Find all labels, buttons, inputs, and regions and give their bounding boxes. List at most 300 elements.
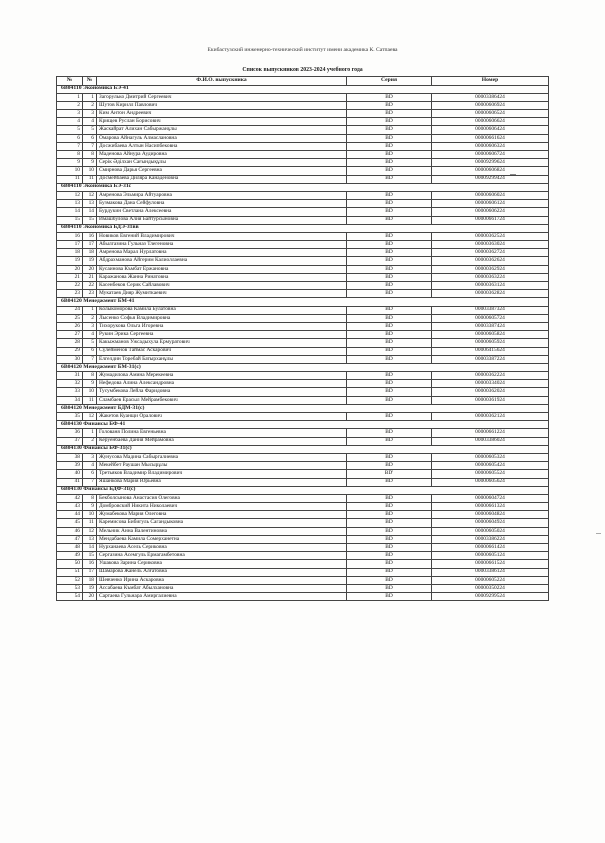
row-diploma-number: 00003386424 — [432, 93, 549, 101]
row-global-number: 19 — [57, 257, 83, 265]
row-global-number: 47 — [57, 535, 83, 543]
row-full-name: Амренова Эльмира Айтуаровна — [97, 191, 347, 199]
group-label: 6В04130 Финансы БФ-41 — [57, 421, 549, 429]
row-group-number: 19 — [83, 257, 97, 265]
row-diploma-number: 00000362724 — [432, 249, 549, 257]
row-full-name: Нефедова Алина Александровна — [97, 380, 347, 388]
table-row — [57, 290, 549, 298]
group-section-row — [57, 224, 549, 232]
col-series: Серия — [347, 77, 432, 86]
row-series: BD — [347, 380, 432, 388]
table-row — [57, 232, 549, 240]
row-group-number: 7 — [83, 478, 97, 486]
row-diploma-number: 00000606724 — [432, 151, 549, 159]
row-group-number: 9 — [83, 159, 97, 167]
group-section-row — [57, 445, 549, 453]
row-full-name: Жунусова Мадина Сабыргалиевна — [97, 453, 347, 461]
row-diploma-number: 00000661224 — [432, 429, 549, 437]
row-group-number: 1 — [83, 306, 97, 314]
row-series: BD — [347, 151, 432, 159]
row-global-number: 22 — [57, 282, 83, 290]
row-global-number: 31 — [57, 372, 83, 380]
table-header-row — [57, 77, 549, 86]
row-group-number: 18 — [83, 576, 97, 584]
table-row — [57, 151, 549, 159]
row-group-number: 2 — [83, 101, 97, 109]
row-diploma-number: 00000350224 — [432, 584, 549, 592]
row-global-number: 15 — [57, 216, 83, 224]
row-full-name: Каражанова Жанна Ринатовна — [97, 273, 347, 281]
row-global-number: 44 — [57, 511, 83, 519]
row-group-number: 21 — [83, 273, 97, 281]
row-global-number: 24 — [57, 306, 83, 314]
row-group-number: 6 — [83, 347, 97, 355]
group-section-row — [57, 85, 549, 93]
table-row — [57, 118, 549, 126]
row-global-number: 53 — [57, 584, 83, 592]
group-label: 6В04110 Экономика БЭ-41 — [57, 85, 549, 93]
row-global-number: 8 — [57, 151, 83, 159]
table-row — [57, 159, 549, 167]
row-full-name: Досмейбаева Диляра Канаденовна — [97, 175, 347, 183]
row-global-number: 2 — [57, 101, 83, 109]
table-row — [57, 200, 549, 208]
row-group-number: 15 — [83, 552, 97, 560]
row-series: BD — [347, 216, 432, 224]
row-full-name: Какыжманов Ужсадыхула Ермуратович — [97, 339, 347, 347]
table-row — [57, 347, 549, 355]
table-row — [57, 429, 549, 437]
row-diploma-number: 00000362524 — [432, 232, 549, 240]
row-global-number: 40 — [57, 470, 83, 478]
row-group-number: 14 — [83, 208, 97, 216]
row-full-name: Ким Антон Андреевич — [97, 110, 347, 118]
table-row — [57, 552, 549, 560]
row-series: BD — [347, 93, 432, 101]
group-label: 6В04120 Менеджмент БМ-41 — [57, 298, 549, 306]
table-row — [57, 339, 549, 347]
row-series: BD — [347, 249, 432, 257]
row-series: BD — [347, 560, 432, 568]
row-global-number: 42 — [57, 494, 83, 502]
row-group-number: 10 — [83, 388, 97, 396]
row-global-number: 29 — [57, 347, 83, 355]
col-global-number: № — [57, 77, 83, 86]
graduates-table — [56, 76, 549, 601]
row-series: BD — [347, 453, 432, 461]
row-group-number: 9 — [83, 503, 97, 511]
row-full-name: Мельник Анна Валентиновна — [97, 527, 347, 535]
row-diploma-number: 00000334024 — [432, 380, 549, 388]
row-series: BD — [347, 191, 432, 199]
row-group-number: 11 — [83, 396, 97, 404]
row-series: BD — [347, 282, 432, 290]
row-diploma-number: 00000661524 — [432, 560, 549, 568]
group-section-row — [57, 298, 549, 306]
row-full-name: Жумабекова Мария Олеговна — [97, 511, 347, 519]
table-row — [57, 584, 549, 592]
row-full-name: Третьяков Владимир Владимирович — [97, 470, 347, 478]
row-series: BD — [347, 437, 432, 445]
row-series: BD — [347, 568, 432, 576]
row-diploma-number: 00000362924 — [432, 265, 549, 273]
table-row — [57, 265, 549, 273]
row-global-number: 28 — [57, 339, 83, 347]
row-diploma-number: 00000605724 — [432, 314, 549, 322]
row-global-number: 4 — [57, 118, 83, 126]
table-row — [57, 134, 549, 142]
row-series: BD — [347, 372, 432, 380]
table-row — [57, 241, 549, 249]
row-diploma-number: 00000605524 — [432, 470, 549, 478]
row-series: BD — [347, 257, 432, 265]
table-row — [57, 519, 549, 527]
row-full-name: Голованя Полина Евгеньевна — [97, 429, 347, 437]
row-full-name: Абылгазина Гульназ Тлегеновна — [97, 241, 347, 249]
table-row — [57, 322, 549, 330]
table-row — [57, 355, 549, 363]
row-global-number: 13 — [57, 200, 83, 208]
group-section-row — [57, 363, 549, 371]
row-series: BD — [347, 339, 432, 347]
row-diploma-number: 00000361924 — [432, 396, 549, 404]
col-group-number: № — [83, 77, 97, 86]
table-row — [57, 191, 549, 199]
row-full-name: Яшанкова Мария Юрьевна — [97, 478, 347, 486]
row-diploma-number: 00009299524 — [432, 593, 549, 601]
row-full-name: Домбровский Никита Николаевич — [97, 503, 347, 511]
row-full-name: Жаскайрат Алихан Сабыржанұлы — [97, 126, 347, 134]
row-global-number: 1 — [57, 93, 83, 101]
table-row — [57, 142, 549, 150]
row-series: BD — [347, 593, 432, 601]
row-series: BD — [347, 494, 432, 502]
table-row — [57, 527, 549, 535]
row-series: BD — [347, 331, 432, 339]
row-series: BD — [347, 527, 432, 535]
col-full-name: Ф.И.О. выпускника — [97, 77, 347, 86]
row-series: BD — [347, 503, 432, 511]
table-row — [57, 544, 549, 552]
row-global-number: 37 — [57, 437, 83, 445]
table-row — [57, 110, 549, 118]
row-global-number: 16 — [57, 232, 83, 240]
row-group-number: 2 — [83, 314, 97, 322]
row-diploma-number: 00000606324 — [432, 142, 549, 150]
row-group-number: 4 — [83, 118, 97, 126]
row-group-number: 19 — [83, 584, 97, 592]
row-group-number: 16 — [83, 232, 97, 240]
row-diploma-number: 00000606024 — [432, 191, 549, 199]
table-row — [57, 413, 549, 421]
row-group-number: 10 — [83, 167, 97, 175]
table-row — [57, 568, 549, 576]
row-group-number: 23 — [83, 290, 97, 298]
row-group-number: 2 — [83, 437, 97, 445]
row-diploma-number: 00003387424 — [432, 322, 549, 330]
table-row — [57, 372, 549, 380]
table-row — [57, 208, 549, 216]
row-diploma-number: 00000606124 — [432, 200, 549, 208]
row-series: BD — [347, 273, 432, 281]
row-group-number: 17 — [83, 568, 97, 576]
row-global-number: 38 — [57, 453, 83, 461]
row-full-name: Загорулько Дмитрий Сергеевич — [97, 93, 347, 101]
row-group-number: 20 — [83, 593, 97, 601]
row-group-number: 1 — [83, 429, 97, 437]
row-group-number: 3 — [83, 453, 97, 461]
row-diploma-number: 00000604924 — [432, 519, 549, 527]
row-full-name: Сүлейменов Таймас Аскарович — [97, 347, 347, 355]
row-group-number: 13 — [83, 200, 97, 208]
row-full-name: Жакетов Куанщи Оралович — [97, 413, 347, 421]
row-series: BD — [347, 576, 432, 584]
row-group-number: 8 — [83, 151, 97, 159]
row-global-number: 30 — [57, 355, 83, 363]
row-global-number: 14 — [57, 208, 83, 216]
table-row — [57, 273, 549, 281]
row-series: BD — [347, 142, 432, 150]
row-global-number: 48 — [57, 544, 83, 552]
row-full-name: Кусаинова Къмбат Ержановна — [97, 265, 347, 273]
row-full-name: Досжибаева Алтын Насипбековна — [97, 142, 347, 150]
table-row — [57, 175, 549, 183]
scan-mark — [510, 174, 516, 175]
row-diploma-number: 00000606424 — [432, 126, 549, 134]
row-global-number: 17 — [57, 241, 83, 249]
row-full-name: Шутов Кирилл Павлович — [97, 101, 347, 109]
row-global-number: 3 — [57, 110, 83, 118]
row-series: BD — [347, 552, 432, 560]
row-series: BD — [347, 535, 432, 543]
row-full-name: Керуенбаева Дания Мейрамовна — [97, 437, 347, 445]
row-global-number: 34 — [57, 396, 83, 404]
row-series: BD' — [347, 470, 432, 478]
row-diploma-number: 00000661624 — [432, 134, 549, 142]
table-row — [57, 396, 549, 404]
row-global-number: 12 — [57, 191, 83, 199]
row-group-number: 11 — [83, 175, 97, 183]
table-row — [57, 380, 549, 388]
row-group-number: 8 — [83, 372, 97, 380]
group-label: 6В04130 Финансы БФ-31(с) — [57, 445, 549, 453]
row-global-number: 23 — [57, 290, 83, 298]
row-series: BD — [347, 306, 432, 314]
row-series: BD — [347, 413, 432, 421]
row-full-name: Жумадилова Амина Мерекеевна — [97, 372, 347, 380]
row-diploma-number: 00000605224 — [432, 576, 549, 584]
document-title: Список выпускников 2023-2024 учебного года — [242, 67, 363, 73]
row-group-number: 12 — [83, 527, 97, 535]
row-group-number: 13 — [83, 535, 97, 543]
row-group-number: 9 — [83, 380, 97, 388]
row-global-number: 39 — [57, 462, 83, 470]
row-global-number: 11 — [57, 175, 83, 183]
row-group-number: 7 — [83, 355, 97, 363]
row-diploma-number: 00000661424 — [432, 544, 549, 552]
table-row — [57, 306, 549, 314]
row-full-name: Бузмакова Дана Сейфуловна — [97, 200, 347, 208]
row-full-name: Сартаева Гульнара Амиргалиевна — [97, 593, 347, 601]
row-global-number: 27 — [57, 331, 83, 339]
row-group-number: 18 — [83, 249, 97, 257]
row-diploma-number: 00000605624 — [432, 478, 549, 486]
row-diploma-number: 00000606224 — [432, 208, 549, 216]
row-diploma-number: 00000605424 — [432, 462, 549, 470]
row-diploma-number: 00000362224 — [432, 372, 549, 380]
row-global-number: 26 — [57, 322, 83, 330]
group-label: 6В04130 Финансы БДФ-31(с) — [57, 486, 549, 494]
row-series: BD — [347, 314, 432, 322]
row-series: BD — [347, 355, 432, 363]
table-row — [57, 462, 549, 470]
col-number: Номер — [432, 77, 549, 86]
row-full-name: Тихорукова Ольга Игоревна — [97, 322, 347, 330]
row-global-number: 46 — [57, 527, 83, 535]
group-section-row — [57, 183, 549, 191]
row-series: BD — [347, 322, 432, 330]
row-group-number: 7 — [83, 142, 97, 150]
row-group-number: 4 — [83, 331, 97, 339]
group-label: 6В04120 Менеджмент БМ-31(с) — [57, 363, 549, 371]
row-full-name: Елгелдин Торебай Батырханұлы — [97, 355, 347, 363]
row-global-number: 50 — [57, 560, 83, 568]
row-global-number: 36 — [57, 429, 83, 437]
table-row — [57, 478, 549, 486]
row-full-name: Ассабаева Къмбат Абылхановна — [97, 584, 347, 592]
row-diploma-number: 00000362624 — [432, 257, 549, 265]
row-diploma-number: 00000362124 — [432, 413, 549, 421]
table-row — [57, 470, 549, 478]
row-diploma-number: 00003386124 — [432, 568, 549, 576]
row-global-number: 5 — [57, 126, 83, 134]
row-diploma-number: 00006415624 — [432, 347, 549, 355]
row-diploma-number: 00000604824 — [432, 511, 549, 519]
row-global-number: 54 — [57, 593, 83, 601]
row-group-number: 10 — [83, 511, 97, 519]
row-diploma-number: 00000661324 — [432, 503, 549, 511]
row-series: BD — [347, 134, 432, 142]
row-group-number: 3 — [83, 322, 97, 330]
row-global-number: 51 — [57, 568, 83, 576]
row-diploma-number: 00000661724 — [432, 216, 549, 224]
row-global-number: 20 — [57, 265, 83, 273]
row-group-number: 8 — [83, 494, 97, 502]
row-global-number: 45 — [57, 519, 83, 527]
row-series: BD — [347, 118, 432, 126]
table-row — [57, 314, 549, 322]
row-group-number: 1 — [83, 93, 97, 101]
row-series: BD — [347, 241, 432, 249]
row-full-name: Ушакова Зарина Сериковна — [97, 560, 347, 568]
table-row — [57, 593, 549, 601]
row-diploma-number: 00003387324 — [432, 306, 549, 314]
row-series: BD — [347, 462, 432, 470]
row-full-name: Шевченко Ирина Аскаровна — [97, 576, 347, 584]
row-series: BD — [347, 110, 432, 118]
row-series: BD — [347, 200, 432, 208]
row-global-number: 35 — [57, 413, 83, 421]
row-series: BD — [347, 478, 432, 486]
row-series: BD — [347, 265, 432, 273]
table-row — [57, 494, 549, 502]
row-full-name: Каремисова Бибигуль Сагандыковна — [97, 519, 347, 527]
row-group-number: 5 — [83, 126, 97, 134]
institute-header: Екибастузский инженерно-технический институт имени академика К. Сатпаева — [207, 47, 398, 53]
row-global-number: 9 — [57, 159, 83, 167]
row-series: BD — [347, 290, 432, 298]
table-row — [57, 437, 549, 445]
row-global-number: 52 — [57, 576, 83, 584]
table-row — [57, 216, 549, 224]
row-series: BD — [347, 101, 432, 109]
row-series: BD — [347, 584, 432, 592]
row-series: BD — [347, 175, 432, 183]
row-full-name: Крищев Руслан Борисович — [97, 118, 347, 126]
row-full-name: Сламбаев Ерасыл Мейрамбекович — [97, 396, 347, 404]
row-global-number: 6 — [57, 134, 83, 142]
row-full-name: Абдрахманова Айгерим Калиоллаевна — [97, 257, 347, 265]
table-row — [57, 388, 549, 396]
table-row — [57, 576, 549, 584]
row-diploma-number: 00000362824 — [432, 290, 549, 298]
table-row — [57, 167, 549, 175]
row-series: BD — [347, 347, 432, 355]
group-section-row — [57, 486, 549, 494]
table-row — [57, 282, 549, 290]
row-diploma-number: 00000606624 — [432, 118, 549, 126]
row-global-number: 41 — [57, 478, 83, 486]
row-group-number: 5 — [83, 339, 97, 347]
row-diploma-number: 00000363024 — [432, 241, 549, 249]
row-diploma-number: 00003386224 — [432, 535, 549, 543]
row-full-name: Бекболсынова Анастасия Олеговна — [97, 494, 347, 502]
group-label: 6В04110 Экономика БДЭ-31вв — [57, 224, 549, 232]
group-section-row — [57, 404, 549, 412]
row-global-number: 49 — [57, 552, 83, 560]
row-full-name: Нурханаева Асель Сериковна — [97, 544, 347, 552]
table-row — [57, 249, 549, 257]
row-group-number: 12 — [83, 413, 97, 421]
row-global-number: 43 — [57, 503, 83, 511]
row-series: BD — [347, 232, 432, 240]
row-group-number: 22 — [83, 282, 97, 290]
table-row — [57, 101, 549, 109]
row-group-number: 6 — [83, 134, 97, 142]
row-diploma-number: 00000363224 — [432, 273, 549, 281]
row-global-number: 25 — [57, 314, 83, 322]
row-diploma-number: 00000605024 — [432, 527, 549, 535]
row-group-number: 17 — [83, 241, 97, 249]
row-series: BD — [347, 396, 432, 404]
row-group-number: 12 — [83, 191, 97, 199]
row-global-number: 33 — [57, 388, 83, 396]
row-group-number: 3 — [83, 110, 97, 118]
row-series: BD — [347, 208, 432, 216]
row-global-number: 10 — [57, 167, 83, 175]
row-diploma-number: 00009299624 — [432, 159, 549, 167]
row-diploma-number: 00000605124 — [432, 552, 549, 560]
row-full-name: Мукатаев Дияр Жумиткаевич — [97, 290, 347, 298]
table-row — [57, 453, 549, 461]
group-section-row — [57, 421, 549, 429]
row-group-number: 11 — [83, 519, 97, 527]
row-full-name: Имашбулова Алия Байтурсыновна — [97, 216, 347, 224]
row-series: BD — [347, 388, 432, 396]
row-diploma-number: 00000362024 — [432, 388, 549, 396]
table-row — [57, 560, 549, 568]
row-group-number: 20 — [83, 265, 97, 273]
